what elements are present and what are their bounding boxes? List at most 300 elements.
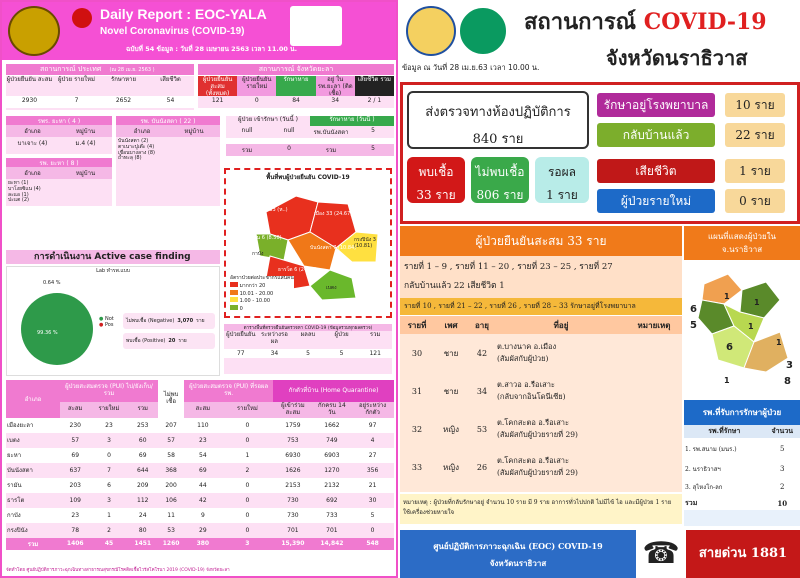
patient-note-text: (สัมผัสกับผู้ป่วยรายที่ 29) [497,430,578,439]
table-cell: 2 [245,466,250,474]
thailand-section-header [6,64,194,75]
table-cell: 753 [287,436,299,444]
table-subheader: ผู้เข้าร่วมสะสม [281,402,305,416]
hosp3-row: ยะหา (1) [8,180,29,186]
table-cell: 1 [107,511,111,519]
patient-cell: ชาย [443,386,459,396]
table-subheader: รวม [137,405,149,413]
patient-row [400,334,682,372]
lab-panel: Lab ทำรพ.แบบ 0.64 % 99.36 % ● Not ● Pos ไม่พบเชื้อ (Negative) 3,070 ราย พบเชื้อ (Positive) 20 ราย [6,266,220,376]
hosp2-row: บันนังสตา (2) [118,138,149,144]
thai-value-new: 7 [74,97,79,104]
patient-address: ต.โคกสะตอ อ.รือเสาะ [497,418,570,427]
active-case-title: การดำเนินงาน Active case finding [34,252,191,262]
table-cell: 6930 [285,451,301,459]
yala-value-new: 0 [254,97,259,104]
positive-card [123,333,215,349]
patient-row [400,410,682,448]
map-label: เมือง 33 (24.67) [314,211,353,217]
table-subheader: อยู่ระหว่างกักตัว [359,402,387,416]
table-cell: 203 [69,481,81,489]
patient-cell [496,448,682,486]
hospital-yaha2-box [6,158,112,206]
patient-note-text: (สัมผัสกับผู้ป่วยรายที่ 29) [497,468,578,477]
table-cell: 0 [245,496,250,504]
patient-row [400,372,682,410]
not-found-label: ไม่พบเชื้อ [475,165,525,179]
table-cell: 701 [326,526,338,534]
today-cell: 0 [287,145,291,152]
cases-line-1: รายที่ 1 – 9 , รายที่ 11 – 20 , รายที่ 23 – 25 , รายที่ 27 [404,262,613,272]
cases-header: ระหว่างรอผล [260,331,288,345]
table-cell: 58 [167,451,175,459]
title-thai: สถานการณ์ [524,9,637,35]
table-total-row [6,538,394,550]
table-cell: 78 [71,526,80,534]
table-cell: 6903 [324,451,340,459]
eoc-line-1: ศูนย์ปฏิบัติการภาวะฉุกเฉิน (EOC) COVID-19 [433,541,603,551]
home-value-card: 22 ราย [725,123,785,147]
table-cell: 69 [138,451,147,459]
table-cell: 3 [107,496,111,504]
table-cell: 110 [197,421,209,429]
hosp-header-count: จำนวน [771,426,794,435]
narathiwat-province: จังหวัดนราธิวาส [606,46,748,70]
map-count: 3 [786,360,793,371]
table-cell: 109 [69,496,81,504]
cases-value: 5 [339,350,344,357]
lab-pie-chart [17,289,97,369]
patient-cell: ชาย [443,348,459,358]
narathiwat-header [400,0,800,82]
table-row [6,418,394,433]
new-label-card: ผู้ป่วยรายใหม่ [597,189,715,213]
confirmed-section [400,226,682,314]
eoc-footer [400,530,636,578]
hosp3-header-village: หมู่บ้าน [75,170,96,177]
yala-section-title: สถานการณ์ จังหวัดยะลา [258,65,334,73]
today-cell: รพ.บันนังสตา [313,129,349,136]
cases-value: 34 [270,350,279,357]
hosp3-row: บาโงยซิแน (4) [8,185,41,192]
table-cell: 106 [165,496,177,504]
map-legend-title: อัตราป่วยต่อประชากรแสนคน [230,275,294,281]
thai-header-new: ผู้ป่วย รายใหม่ [57,76,96,83]
eoc-line-2: จังหวัดนราธิวาส [489,558,547,568]
yala-value-cumulative: 121 [211,97,224,104]
table-cell: 0 [245,436,250,444]
yala-header-cumulative: ผู้ป่วยยืนยันสะสม (ทั้งหมด) [198,76,237,96]
table-cell: 692 [326,496,338,504]
table-cell: 749 [326,436,338,444]
negative-value: 3,070 [177,318,194,324]
found-value: 33 ราย [416,188,456,202]
hosp2-row: เขื่อนบางลาง (8) [118,149,155,156]
map-count: 1 [754,298,760,307]
today-admit-title: ผู้ป่วย เข้ารักษา (วันนี้ ) [226,116,310,126]
patient-header-age: อายุ [475,319,489,330]
table-cell: 11 [167,511,175,519]
table-cell: 1759 [285,421,301,429]
hospital-yaha-box [6,116,112,154]
lab-tests-value: 840 ราย [472,132,524,147]
map-count: 1 [724,292,730,301]
hosp-total-label: รวม [685,497,698,507]
table-cell: 730 [287,511,299,519]
hosp-count: 2 [780,483,785,491]
hospital-bannangsta-title: รพ. บันนังสตา ( 22 ) [116,116,220,125]
yala-map-panel [224,168,392,318]
issue-info: ฉบับที่ 54 ข้อมูล : วันที่ 28 เมษายน 2563 เวลา 11.00 น. [126,45,298,53]
map-label: รามัน 6 (8.50) [248,235,282,241]
map-label: บันนังสตา 7 (10.84) [310,245,357,251]
hosp-header-name: รพ.ที่รักษา [708,426,741,435]
map-count: 8 [784,376,791,387]
found-card [407,157,465,203]
negative-unit: ราย [196,318,205,324]
patient-cell [496,410,682,448]
title-covid: COVID-19 [643,9,767,35]
hosp1-village: ม.4 (4) [75,140,96,147]
table-row [6,508,394,523]
cases-header: ผู้ป่วยยืนยัน [226,331,256,338]
yala-header-new: ผู้ป่วยยืนยัน รายใหม่ [237,76,276,96]
today-cell: null [241,127,253,134]
table-cell: รวม [27,540,39,548]
hosp2-row: ตาเนาะปูเต๊ะ (4) [118,143,155,150]
table-cell: 637 [69,466,81,474]
table-cell: 24 [138,511,147,519]
table-cell: 548 [366,540,379,548]
patient-header-address: ที่อยู่ [553,319,569,330]
narathiwat-map-panel [684,226,800,398]
table-cell: 57 [71,436,80,444]
waiting-label: รอผล [547,165,577,179]
virus-icon [72,8,92,28]
table-cell: 207 [165,421,177,429]
hosp-name: 1. รพ.สนาม (มนร.) [685,446,737,453]
hospital-bannangsta-box [116,116,220,206]
cases-value: 121 [369,350,381,357]
yala-value-inhospital: 34 [331,97,340,104]
narathiwat-map [684,260,800,396]
hotline-banner: สายด่วน 1881 [686,530,800,578]
table-cell: 14,842 [320,540,344,548]
table-cell: 42 [199,496,207,504]
yala-section-header [198,64,394,75]
table-cell: 15,390 [281,540,305,548]
table-cell: 733 [326,511,338,519]
today-cell: รวม [325,147,337,154]
table-cell: 54 [199,451,207,459]
house-logo [290,6,342,46]
hosp2-row: ถ้ำทะลุ (8) [118,155,142,162]
map-count: 1 [748,322,754,331]
table-cell: 368 [165,466,177,474]
patient-address: ต.บางนาค อ.เมือง [497,342,557,351]
hosp2-header-district: อำเภอ [133,128,151,135]
positive-unit: ราย [178,338,187,344]
map-count: 5 [690,320,697,331]
hospital-label-card: รักษาอยู่โรงพยาบาล [597,93,715,117]
map-count: 1 [724,376,730,385]
thailand-stats [6,76,194,110]
table-subheader: กักครบ 14 วัน [317,402,346,416]
table-cell: 7 [107,466,111,474]
table-cell: 1451 [134,540,152,548]
table-cell: ธารโต [7,497,25,505]
table-cell: 30 [368,496,377,504]
table-cell: 69 [71,451,80,459]
table-cell: 1 [245,451,250,459]
narathiwat-map-title-1: แผนที่แสดงผู้ป่วยใน [707,232,777,241]
patient-cell [496,372,682,410]
table-cell: 0 [245,526,250,534]
today-cell: รวม [241,147,253,154]
table-header-home-quarantine: กักตัวที่บ้าน (Home Quarantine) [273,380,394,402]
table-cell: 4 [370,436,375,444]
patient-header-note: หมายเหตุ [637,319,671,330]
patient-note: หมายเหตุ : ผู้ป่วยที่กลับรักษาอยู่ จำนวน 10 ราย มี 9 ราย อาการทั่วไปปกติ ไม่มีไข้ ไอ และมีผู้ป่วย 1 ราย ใช้เครื่องช่วยหายใจ [400,494,682,524]
pie-legend-item: Not [104,316,114,322]
thailand-section-date: (ณ 28 เม.ย. 2563 ) [109,67,155,73]
table-header-pui: ผู้ป่วยสะสมตรวจ (PUI) ไป/ยังเก็บ/รวม [65,383,153,397]
table-cell: 1626 [285,466,301,474]
table-cell: 27 [368,451,377,459]
lab-tests-card [407,91,589,149]
table-cell: 2132 [324,481,340,489]
table-cell: กรงปินัง [7,527,28,535]
table-cell: 1662 [324,421,340,429]
cases-header: ผลลบ [300,331,316,338]
narathiwat-title [524,4,767,39]
pie-legend-item: Pos [104,321,114,328]
hosp-total-value: 10 [777,498,788,508]
table-subheader: รายใหม่ [236,405,258,413]
patient-address: ต.สาวอ อ.รือเสาะ [497,380,555,389]
cases-value: 5 [306,350,310,357]
yala-report [0,0,398,578]
thai-value-deaths: 54 [166,97,175,104]
thai-value-cumulative: 2930 [21,97,38,104]
table-cell: 0 [245,481,250,489]
not-found-value: 806 ราย [476,188,524,202]
hosp3-row: ปะแต (2) [8,197,30,204]
hosp3-header-district: อำเภอ [24,170,41,177]
report-title: Daily Report : EOC-YALA [100,6,267,22]
hosp3-row: ละแอ (1) [8,191,29,198]
table-cell: 2 [107,526,111,534]
table-cell: 2153 [285,481,301,489]
table-cell: 200 [165,481,177,489]
patient-note-text: (กลับจากอินโดนีเซีย) [497,392,566,401]
hospital-value-card: 10 ราย [725,93,785,117]
cases-summary-title: ตารางพื้นที่ตรวจยืนยันตรวจหา COVID-19 (ข้อมูลรวมทุกผลตรวจ) [224,324,392,331]
table-cell: 209 [137,481,149,489]
thai-header-deaths: เสียชีวิต [160,76,181,83]
table-cell: 1260 [162,540,180,548]
table-cell: 1270 [324,466,340,474]
narathiwat-report [400,0,800,578]
table-cell: 23 [105,421,113,429]
table-header-negative: ไม่พบเชื้อ [158,380,184,418]
today-cell: 5 [371,145,375,152]
table-subheader: สะสม [67,405,83,413]
table-cell: 644 [137,466,149,474]
thai-header-recovered: รักษาหาย [110,76,137,83]
negative-card [123,313,215,329]
hosp-count: 5 [780,445,785,453]
table-cell: กาบัง [7,512,21,520]
cases-summary [224,324,392,374]
table-cell: 0 [107,451,111,459]
table-cell: 0 [370,526,375,534]
yala-header-deaths: เสียชีวิต รวม [355,76,394,96]
table-cell: 5 [370,511,375,519]
patient-cell: 26 [476,462,488,472]
confirmed-title: ผู้ป่วยยืนยันสะสม 33 ราย [400,226,682,256]
table-cell: 29 [199,526,207,534]
table-cell: 9 [200,511,205,519]
table-cell: 6 [107,481,111,489]
map-legend [230,276,294,313]
province-seal [406,6,456,56]
home-label-card: กลับบ้านแล้ว [597,123,715,147]
patient-cell: 31 [411,386,423,396]
table-header-pui-wait: ผู้ป่วยสะสมตรวจ (PUI) ที่รอผล รพ. [189,383,269,397]
hosp1-district: บาเจาะ (4) [17,140,48,147]
map-legend-item: มากกว่า 20 [239,282,266,289]
report-subtitle: Novel Coronavirus (COVID-19) [100,26,245,37]
narathiwat-map-title [684,226,800,260]
map-label: เบตง [326,285,337,291]
table-cell: 230 [69,421,81,429]
table-cell: 356 [366,466,379,474]
cases-line-3: รายที่ 10 , รายที่ 21 – 22 , รายที่ 26 , รายที่ 28 – 33 รักษาอยู่ที่โรงพยาบาล [400,298,682,315]
table-cell: 23 [199,436,207,444]
patient-note-text: (สัมผัสกับผู้ป่วย) [497,354,549,363]
patient-header-no: รายที่ [407,319,427,330]
patient-cell: หญิง [443,424,459,434]
table-cell: 3 [245,540,250,548]
table-cell: ยะหา [7,452,22,460]
lab-tests-label: ส่งตรวจทางห้องปฏิบัติการ [425,105,571,120]
yala-header-inhospital: อยู่ ใน รพ.ยะลา (ติดเชื้อ) [316,76,355,96]
table-cell: 3 [107,436,111,444]
table-cell: 1406 [66,540,84,548]
table-cell: 57 [167,436,175,444]
table-cell: 53 [167,526,175,534]
today-cell: 5 [371,127,375,134]
hosp2-header-village: หมู่บ้าน [184,128,204,135]
yala-seal [8,6,60,56]
today-cell: null [283,127,295,134]
cases-line-2: กลับบ้านแล้ว 22 เสียชีวิต 1 [404,281,505,291]
not-found-card [471,157,529,203]
hosp1-header-village: หมู่บ้าน [75,128,96,135]
treatment-hospitals-title: รพ.ที่รับการรักษาผู้ป่วย [684,400,800,425]
hosp-count: 3 [780,465,785,473]
pie-label-neg: 99.36 % [37,330,58,336]
map-label: กาบัง [252,251,264,257]
table-row [6,448,394,463]
narathiwat-date: ข้อมูล ณ วันที่ 28 เม.ย.63 เวลา 10.00 น. [402,63,540,72]
table-subheader: รายใหม่ [98,405,120,413]
table-cell: 21 [368,481,377,489]
table-row [6,433,394,448]
yala-stats [198,76,394,110]
map-label: กรงปินัง 3 (10.81) [354,237,376,249]
patient-cell: 32 [411,424,423,434]
table-subheader: สะสม [195,405,211,413]
table-cell: 60 [138,436,147,444]
table-header-district: อำเภอ [24,395,42,403]
table-row [6,493,394,508]
waiting-card [535,157,589,203]
patient-header-sex: เพศ [444,319,458,330]
table-cell: บันนังสตา [7,467,33,475]
patient-cell: หญิง [443,462,459,472]
cases-value: 77 [236,350,245,357]
moph-logo [458,6,508,56]
phone-icon: ☎ [636,530,686,578]
yala-header-recovered: รักษาหาย [276,76,315,96]
yala-footer: จัดทำโดย ศูนย์ปฏิบัติการภาวะฉุกเฉินทางสาธารณสุขกรณีโรคติดเชื้อไวรัสโคโรนา 2019 (COVID-19) จังหวัดยะลา [6,568,230,573]
table-cell: รามัน [7,482,22,490]
table-cell: 112 [137,496,149,504]
map-count: 1 [776,338,782,347]
pie-label-pos: 0.64 % [43,280,61,286]
table-cell: 45 [104,540,114,548]
table-cell: 44 [199,481,207,489]
active-case-header [6,250,220,264]
patient-table-panel [400,316,682,492]
thai-header-cumulative: ผู้ป่วยยืนยัน สะสม [6,76,53,83]
patient-address: ต.โคกสะตอ อ.รือเสาะ [497,456,570,465]
yala-header [2,2,396,60]
table-cell: 0 [245,421,250,429]
hosp-name: 3. สุไหงโก-ลก [685,484,723,491]
thailand-section-title: สถานการณ์ ประเทศ [40,65,102,73]
table-row [6,463,394,478]
table-cell: 80 [138,526,147,534]
patient-cell: 33 [411,462,423,472]
map-label: ธารโต 6 (24.17) [278,267,318,273]
map-legend-item: 1.00 - 10.00 [239,298,271,305]
negative-label: ไม่พบเชื้อ (Negative) [126,318,175,324]
found-label: พบเชื้อ [418,165,454,179]
dead-label-card: เสียชีวิต [597,159,715,183]
table-cell: 97 [368,421,377,429]
patient-cell: 42 [476,348,488,358]
cases-header: ผู้ป่วย [334,331,349,338]
table-cell: 0 [245,511,250,519]
yala-value-recovered: 84 [292,97,300,104]
hospital-yaha2-title: รพ. ยะหา ( 8 ) [6,158,112,167]
patient-cell: 30 [411,348,423,358]
patient-cell: 53 [476,424,488,434]
table-cell: เบตง [7,437,20,445]
cases-header: รวม [369,331,381,338]
hosp-name: 2. นราธิวาสฯ [685,466,721,473]
today-recover-title: รักษาหาย (วันนี้ ) [310,116,394,126]
table-cell: 380 [196,540,210,548]
stats-panel [400,82,800,224]
table-cell: 69 [199,466,207,474]
table-cell: 730 [287,496,299,504]
table-cell: 701 [287,526,299,534]
table-row [6,523,394,538]
